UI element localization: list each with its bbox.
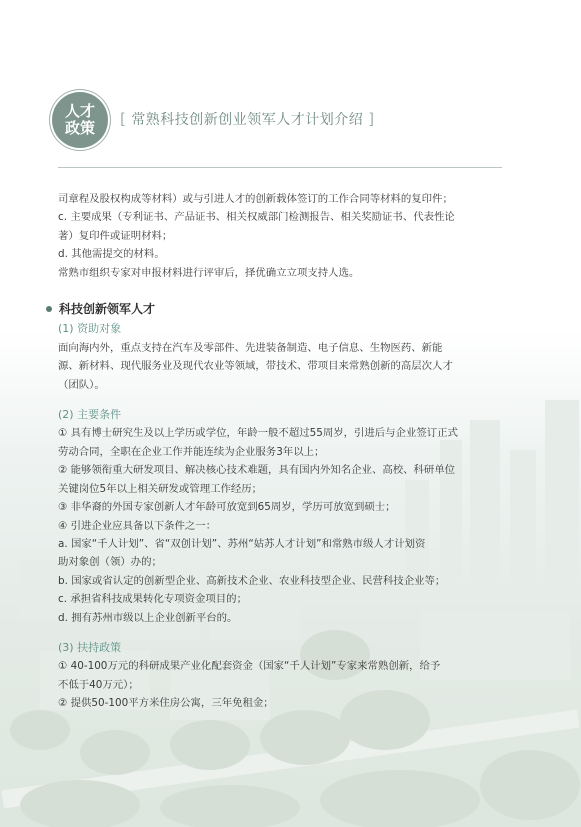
talent-policy-badge xyxy=(52,92,108,148)
bracket-open: [ xyxy=(120,110,127,128)
document-body xyxy=(58,190,506,713)
body-line: ③ 非华裔的外国专家创新人才年龄可放宽到65周岁，学历可放宽到硕士； xyxy=(58,501,396,514)
subsection-heading: (3) 扶持政策 xyxy=(58,640,122,654)
intro-line: c. 主要成果（专利证书、产品证书、相关权威部门检测报告、相关奖励证书、代表性论 xyxy=(58,211,455,224)
body-line: 助对象创（领）办的； xyxy=(58,556,162,569)
page-title-text: 常熟科技创新创业领军人才计划介绍 xyxy=(131,112,364,128)
badge-line2: 政策 xyxy=(64,119,95,137)
intro-line: 常熟市组织专家对申报材料进行评审后，择优确立立项支持人选。 xyxy=(58,266,360,279)
body-line: 面向海内外，重点支持在汽车及零部件、先进装备制造、电子信息、生物医药、新能 xyxy=(58,341,443,354)
badge-line1: 人才 xyxy=(64,102,95,120)
body-line: c. 承担省科技成果转化专项资金项目的； xyxy=(58,593,247,606)
body-line: b. 国家或省认定的创新型企业、高新技术企业、农业科技型企业、民营科技企业等； xyxy=(58,574,446,587)
body-line: （团队）。 xyxy=(58,378,105,391)
body-line: ① 40-100万元的科研成果产业化配套资金（国家“千人计划”专家来常熟创新，给予 xyxy=(58,660,441,673)
body-line: d. 拥有苏州市级以上企业创新平台的。 xyxy=(58,611,238,624)
body-line: 源、新材料、现代服务业及现代农业等领域，带技术、带项目来常熟创新的高层次人才 xyxy=(58,360,453,373)
body-line: ① 具有博士研究生及以上学历或学位，年龄一般不超过55周岁，引进后与企业签订正式 xyxy=(58,427,458,440)
page-title xyxy=(120,109,375,129)
intro-line: 司章程及股权构成等材料）或与引进人才的创新载体签订的工作合同等材料的复印件； xyxy=(58,193,453,205)
body-line: 不低于40万元）； xyxy=(58,678,139,691)
subsection-heading: (1) 资助对象 xyxy=(58,322,122,336)
intro-line: d. 其他需提交的材料。 xyxy=(58,248,165,261)
body-line: ② 提供50-100平方米住房公寓，三年免租金； xyxy=(58,697,274,710)
body-line: ④ 引进企业应具备以下条件之一： xyxy=(58,519,217,532)
body-line: a. 国家“千人计划”、省“双创计划”、苏州“姑苏人才计划”和常熟市级人才计划资 xyxy=(58,537,426,550)
header-divider xyxy=(58,167,502,168)
bracket-close: ] xyxy=(368,110,375,128)
subsection-heading: (2) 主要条件 xyxy=(58,408,122,422)
page-header xyxy=(52,92,502,152)
body-line: 劳动合同，全职在企业工作并能连续为企业服务3年以上； xyxy=(58,445,325,458)
section-heading xyxy=(46,300,494,318)
body-line: ② 能够领衔重大研发项目、解决核心技术难题，具有国内外知名企业、高校、科研单位 xyxy=(58,464,456,477)
intro-line: 著）复印件或证明材料； xyxy=(58,229,173,242)
bullet-dot-icon xyxy=(46,306,52,312)
body-line: 关键岗位5年以上相关研发或管理工作经历； xyxy=(58,482,263,495)
section-heading-text: 科技创新领军人才 xyxy=(59,302,156,317)
